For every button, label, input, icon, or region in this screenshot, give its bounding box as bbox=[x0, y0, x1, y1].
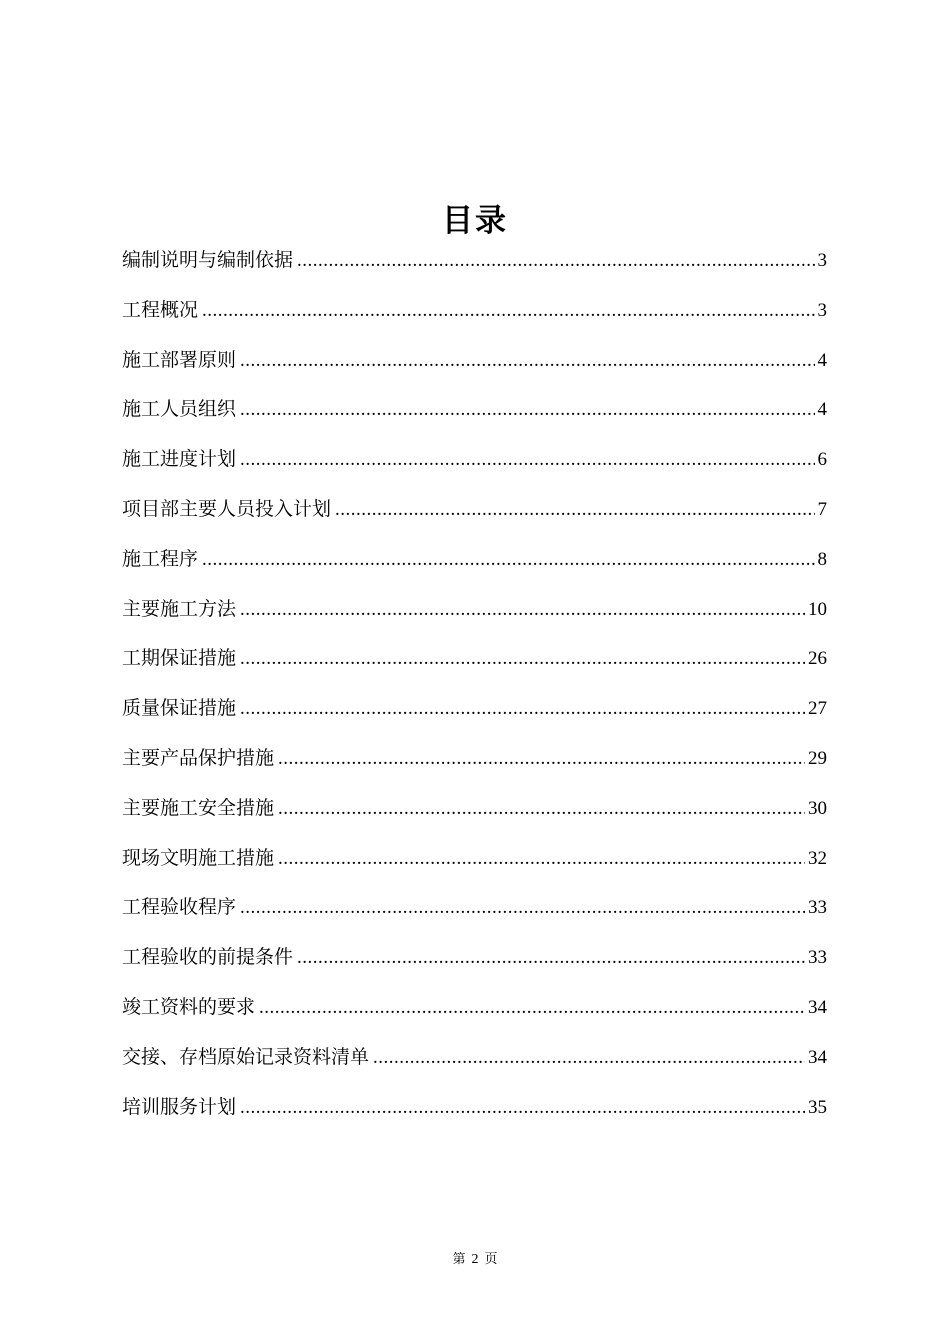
toc-entry-page: 33 bbox=[808, 947, 827, 969]
toc-entry-page: 26 bbox=[808, 648, 827, 670]
toc-entry-page: 27 bbox=[808, 698, 827, 720]
toc-dot-leader bbox=[278, 784, 805, 834]
toc-entry[interactable] bbox=[122, 784, 827, 834]
toc-entry-page: 6 bbox=[817, 449, 827, 471]
toc-entry-page: 4 bbox=[817, 349, 827, 371]
toc-dot-leader bbox=[202, 535, 814, 585]
toc-entry-label: 竣工资料的要求 bbox=[122, 995, 256, 1018]
toc-entry[interactable] bbox=[122, 485, 827, 535]
toc-entry[interactable] bbox=[122, 336, 827, 386]
toc-entry-label: 工程验收的前提条件 bbox=[122, 946, 294, 969]
toc-dot-leader bbox=[259, 983, 805, 1033]
toc-entry-page: 34 bbox=[808, 1046, 827, 1068]
toc-entry-label: 质量保证措施 bbox=[122, 697, 237, 720]
toc-entry-label: 施工部署原则 bbox=[122, 348, 237, 371]
footer-page-number: 2 bbox=[471, 1252, 479, 1267]
toc-entry[interactable] bbox=[122, 634, 827, 684]
toc-entry-page: 33 bbox=[808, 897, 827, 919]
footer-suffix: 页 bbox=[484, 1252, 498, 1267]
toc-dot-leader bbox=[240, 1083, 805, 1133]
toc-entry-page: 32 bbox=[808, 847, 827, 869]
toc-entry-label: 工程验收程序 bbox=[122, 896, 237, 919]
toc-entry-page: 3 bbox=[817, 299, 827, 321]
toc-dot-leader bbox=[297, 933, 805, 983]
toc-entry-label: 施工人员组织 bbox=[122, 398, 237, 421]
page-title: 目录 bbox=[442, 202, 508, 239]
toc-entry-page: 4 bbox=[817, 399, 827, 421]
toc-entry-page: 29 bbox=[808, 747, 827, 769]
toc-dot-leader bbox=[297, 236, 814, 286]
toc-dot-leader bbox=[240, 634, 805, 684]
toc-entry-label: 主要施工方法 bbox=[122, 597, 237, 620]
toc-entry[interactable] bbox=[122, 983, 827, 1033]
toc-entry-page: 35 bbox=[808, 1096, 827, 1118]
toc-entry-label: 主要产品保护措施 bbox=[122, 746, 275, 769]
toc-dot-leader bbox=[335, 485, 814, 535]
toc-dot-leader bbox=[202, 286, 814, 336]
toc-entry-page: 34 bbox=[808, 996, 827, 1018]
footer-prefix: 第 bbox=[452, 1252, 466, 1267]
toc-dot-leader bbox=[373, 1033, 805, 1083]
toc-entry-label: 工程概况 bbox=[122, 298, 199, 321]
toc-entry[interactable] bbox=[122, 236, 827, 286]
toc-entry[interactable] bbox=[122, 1083, 827, 1133]
toc-dot-leader bbox=[240, 336, 814, 386]
toc-entry-page: 7 bbox=[817, 498, 827, 520]
toc-entry[interactable] bbox=[122, 834, 827, 884]
toc-entry-page: 8 bbox=[817, 548, 827, 570]
toc-entry-label: 施工进度计划 bbox=[122, 448, 237, 471]
toc-entry-label: 现场文明施工措施 bbox=[122, 846, 275, 869]
toc-dot-leader bbox=[278, 734, 805, 784]
toc-dot-leader bbox=[240, 435, 814, 485]
toc-dot-leader bbox=[240, 585, 805, 635]
toc-entry-label: 工期保证措施 bbox=[122, 647, 237, 670]
toc-entry[interactable] bbox=[122, 435, 827, 485]
toc-entry[interactable] bbox=[122, 734, 827, 784]
toc-entry-page: 30 bbox=[808, 797, 827, 819]
toc-entry-label: 编制说明与编制依据 bbox=[122, 249, 294, 271]
toc-entry[interactable] bbox=[122, 585, 827, 635]
toc-dot-leader bbox=[240, 684, 805, 734]
toc-dot-leader bbox=[240, 385, 814, 435]
toc-entry[interactable] bbox=[122, 385, 827, 435]
toc-entry-label: 培训服务计划 bbox=[122, 1095, 237, 1118]
toc-dot-leader bbox=[278, 834, 805, 884]
toc-entry-label: 项目部主要人员投入计划 bbox=[122, 497, 332, 520]
toc-entry-label: 主要施工安全措施 bbox=[122, 796, 275, 819]
table-of-contents bbox=[122, 236, 827, 1132]
toc-dot-leader bbox=[240, 883, 805, 933]
toc-entry-label: 施工程序 bbox=[122, 547, 199, 570]
toc-entry[interactable] bbox=[122, 535, 827, 585]
toc-entry[interactable] bbox=[122, 883, 827, 933]
toc-entry-page: 3 bbox=[817, 250, 827, 271]
toc-entry-label: 交接、存档原始记录资料清单 bbox=[122, 1045, 370, 1068]
toc-entry[interactable] bbox=[122, 1033, 827, 1083]
page-footer bbox=[0, 1250, 950, 1270]
toc-entry[interactable] bbox=[122, 933, 827, 983]
toc-entry-page: 10 bbox=[808, 598, 827, 620]
toc-entry[interactable] bbox=[122, 684, 827, 734]
toc-entry[interactable] bbox=[122, 286, 827, 336]
